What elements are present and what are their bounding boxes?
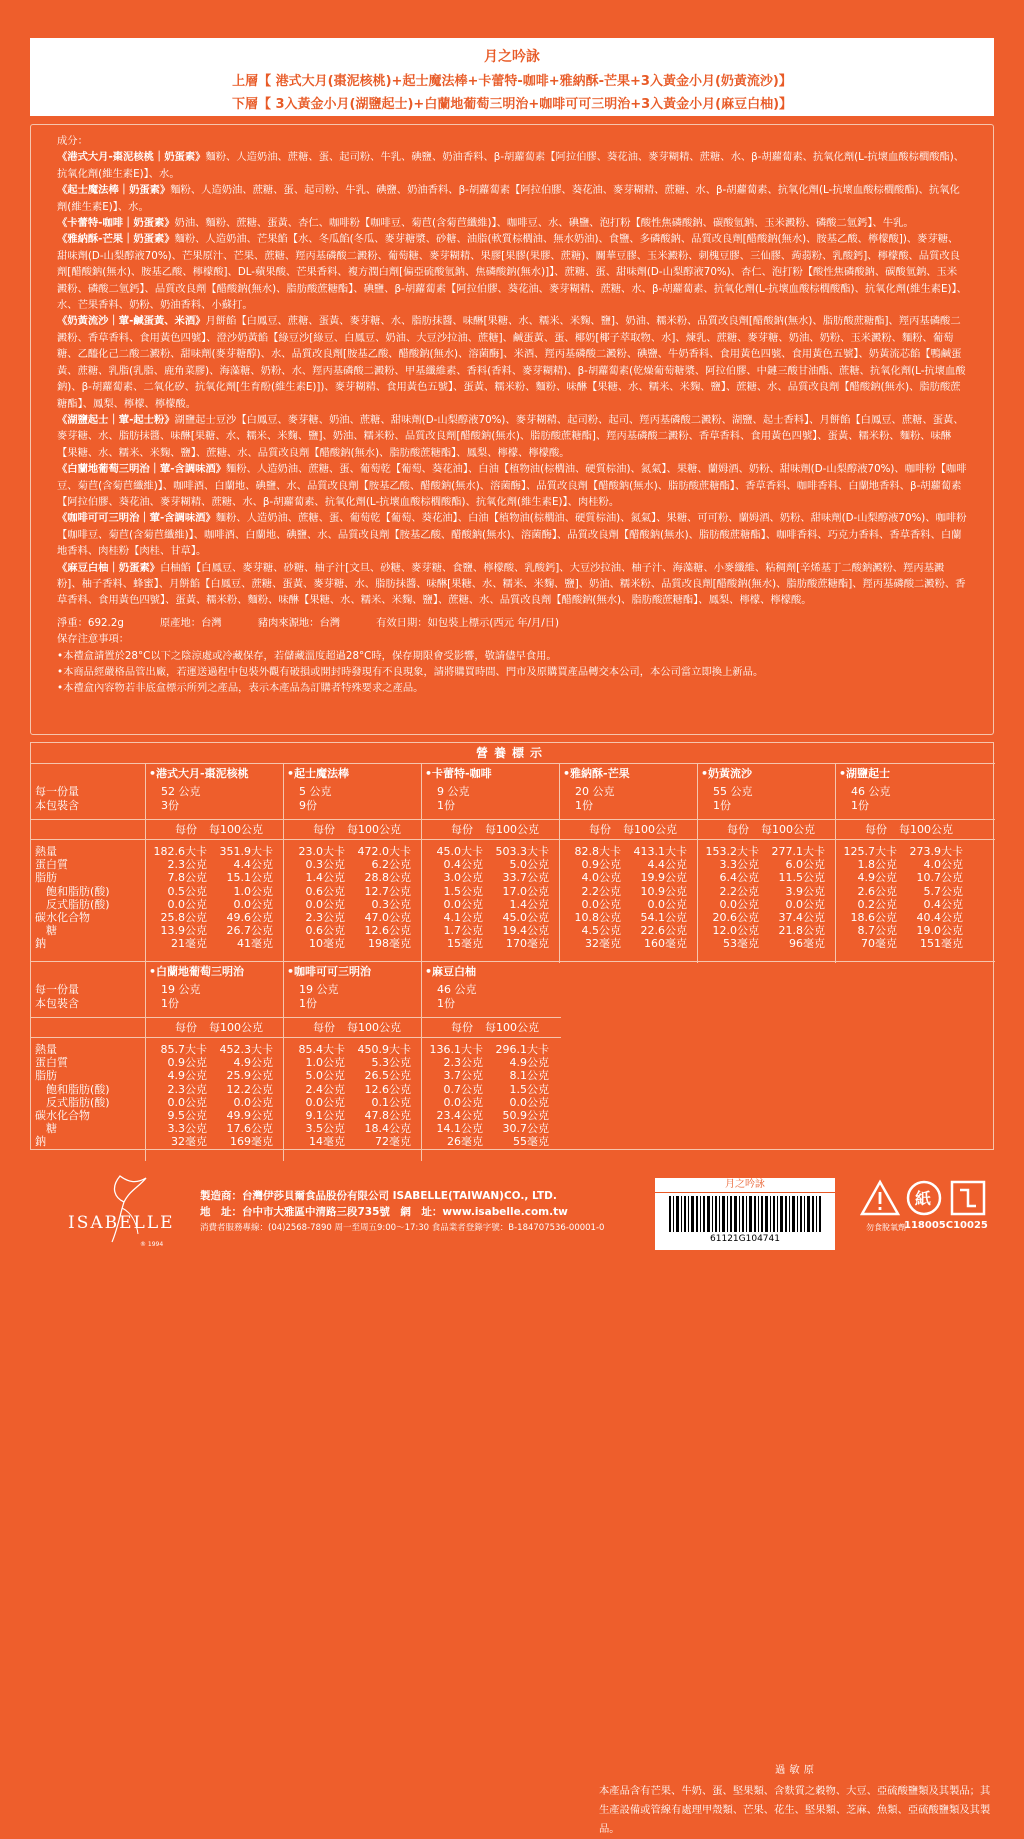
p100-value: 0.0公克: [509, 1095, 549, 1109]
servings-count: 9份: [299, 799, 317, 812]
p100-value: 10.7公克: [916, 871, 963, 885]
p100-value: 17.0公克: [502, 884, 549, 898]
ingredient-text: 月餅餡【白鳳豆、蔗糖、蛋黃、麥芽糖、水、脂肪抹醬、味醂[果糖、水、糯米、米麴、鹽]、奶油、糯米粉、品質改良劑[醋酸鈉(無水)、脂肪酸蔗糖酯]、羥丙基磷酸二澱粉、香草香料、食用黃色四號】、澄沙奶黃餡【綠豆沙[綠豆、白鳳豆、奶油、大豆沙拉油、蔗糖]、鹹蛋黃、蛋、椰奶[椰子萃取物、水]、煉乳、蔗糖、麥芽糖、奶油、奶粉、玉米澱粉、麵粉、葡萄糖、乙醯化己二酸二澱粉、甜味劑(麥芽糖醇)、水、品質改良劑[胺基乙酸、醋酸鈉(無水)、溶菌酶]、米酒、羥丙基磷酸二澱粉、碘鹽、牛奶香料、食用黃色四號、食用黃色五號】、奶黃流芯餡【鴨鹹蛋黃、蔗糖、乳脂(乳脂、鹿角菜膠)、海藻糖、奶粉、水、羥丙基磷酸二澱粉、甲基纖維素、香料(香料、麥芽糊精)、β-胡蘿蔔素(乾燥葡萄糖漿、阿拉伯膠、中鏈三酸甘油酯、蔗糖、抗氧化劑(L-抗壞血酸鈉)、β-胡蘿蔔素、二氧化矽、抗氧化劑[生育酚(維生素E)])、麥芽糊精、食用黃色五號】、蛋黃、糯米粉、麵粉、味醂【果糖、水、糯米、米麴、鹽】、蔗糖、水、品質改良劑【醋酸鈉(無水)、脂肪酸蔗糖酯】、鳳梨、檸檬、檸檬酸。: [57, 315, 966, 410]
service-line: 消費者服務專線：(04)2568-7890 周一至周五9:00～17:30 食品業者登錄字號：B-184707536-00001-0: [200, 1223, 605, 1233]
col-per-label: 每份: [727, 823, 749, 836]
per-value: 125.7大卡: [843, 845, 897, 858]
nutrient-label: 碳水化合物: [35, 911, 90, 924]
ingredient-text: 奶油、麵粉、蔗糖、蛋黃、杏仁、咖啡粉【咖啡豆、菊苣(含菊苣纖維)】、咖啡豆、水、碘鹽、泡打粉【酸性焦磷酸鈉、碳酸氫鈉、玉米澱粉、磷酸二氫鈣】、牛乳。: [174, 217, 914, 230]
product-name: •麻豆白柚: [425, 965, 477, 978]
col-per-label: 每份: [175, 823, 197, 836]
symbol-group: [860, 1178, 990, 1226]
column-divider: [145, 961, 147, 1161]
company-info: [200, 1188, 604, 1236]
col-per-label: 每份: [313, 1021, 335, 1034]
p100-value: 4.4公克: [647, 858, 687, 872]
col-100-label: 每100公克: [761, 823, 815, 836]
per-value: 32毫克: [171, 1135, 207, 1149]
servings-count: 1份: [299, 997, 317, 1010]
per-value: 2.2公克: [581, 884, 621, 898]
per-value: 2.4公克: [305, 1082, 345, 1096]
per-value: 12.0公克: [712, 924, 759, 938]
p100-value: 19.9公克: [640, 871, 687, 885]
row-divider: [31, 819, 995, 821]
per-value: 0.6公克: [305, 884, 345, 898]
ingredient-item: [57, 231, 967, 313]
servings-count: 1份: [437, 799, 455, 812]
ingredient-text: 麵粉、人造奶油、蔗糖、蛋、起司粉、牛乳、碘鹽、奶油香料、β-胡蘿蔔素【阿拉伯膠、葵花油、麥芽糊精、蔗糖、水、β-胡蘿蔔素、抗氧化劑(L-抗壞血酸棕櫚酸酯)、抗氧化劑(維生素E)】、水。: [57, 151, 965, 180]
p100-value: 5.0公克: [509, 858, 549, 872]
nutrient-label: 碳水化合物: [35, 1109, 90, 1122]
package-meta: [57, 615, 967, 631]
servings-count: 1份: [575, 799, 593, 812]
footer: [30, 1158, 994, 1276]
col-100-label: 每100公克: [485, 1021, 539, 1034]
p100-value: 26.7公克: [226, 924, 273, 938]
nutrient-label: 飽和脂肪(酸): [35, 1082, 110, 1096]
ingredients-panel: [30, 124, 994, 735]
nutrient-label: 糖: [35, 1122, 57, 1136]
ingredient-text: 麵粉、人造奶油、蔗糖、蛋、起司粉、牛乳、碘鹽、奶油香料、β-胡蘿蔔素【阿拉伯膠、葵花油、麥芽糊精、蔗糖、水、β-胡蘿蔔素、抗氧化劑(L-抗壞血酸棕櫚酸酯)、抗氧化劑(維生素E)】、水。: [57, 184, 960, 213]
p100-value: 33.7公克: [502, 871, 549, 885]
per-value: 2.3公克: [305, 911, 345, 924]
p100-value: 0.0公克: [233, 1095, 273, 1109]
per-value: 2.3公克: [443, 1056, 483, 1070]
column-divider: [283, 961, 285, 1161]
product-name: •卡蕾特-咖啡: [425, 767, 492, 780]
per-value: 23.4公克: [436, 1109, 483, 1122]
p100-value: 11.5公克: [778, 871, 825, 885]
p100-value: 12.6公克: [364, 1082, 411, 1096]
p100-value: 151毫克: [920, 937, 963, 951]
package-label: 本包裝含: [35, 799, 79, 812]
nutrition-title: 營養標示: [31, 743, 993, 764]
product-name: •雅納酥-芒果: [563, 767, 630, 780]
per-value: 0.4公克: [443, 858, 483, 872]
per-value: 10.8公克: [574, 911, 621, 924]
barcode-title: 月之吟詠: [655, 1178, 835, 1193]
ingredient-title: 《卡蕾特-咖啡｜奶蛋素》: [57, 217, 175, 230]
per-value: 4.9公克: [857, 871, 897, 885]
per-value: 70毫克: [861, 937, 897, 951]
p100-value: 413.1大卡: [633, 845, 687, 858]
nutrient-label: 蛋白質: [35, 1056, 68, 1070]
nutrient-label: 蛋白質: [35, 858, 68, 872]
lower-layer-line: 下層【 3入黃金小月(湖鹽起士)+白蘭地葡萄三明治+咖啡可可三明治+3入黃金小月(麻豆白柚)】: [231, 97, 793, 112]
ingredient-title: 《咖啡可可三明治｜葷-含調味酒》: [57, 512, 216, 525]
ingredient-title: 《白蘭地葡萄三明治｜葷-含調味酒》: [57, 463, 227, 476]
p100-value: 15.1公克: [226, 871, 273, 885]
per-value: 10毫克: [309, 937, 345, 951]
p100-value: 6.2公克: [371, 858, 411, 872]
per-value: 0.0公克: [443, 1095, 483, 1109]
pork-origin: 豬肉來源地：台灣: [257, 616, 341, 629]
product-name: •港式大月-棗泥核桃: [149, 767, 249, 780]
serving-size: 19 公克: [161, 983, 201, 996]
serving-size: 52 公克: [161, 785, 201, 798]
col-per-label: 每份: [451, 1021, 473, 1034]
per-value: 23.0大卡: [298, 845, 345, 858]
p100-value: 55毫克: [513, 1135, 549, 1149]
per-value: 0.0公克: [581, 897, 621, 911]
serving-label: 每一份量: [35, 983, 79, 996]
p100-value: 472.0大卡: [357, 845, 411, 858]
logo-text: ISABELLE: [68, 1213, 175, 1233]
per-value: 9.5公克: [167, 1109, 207, 1122]
per-value: 3.5公克: [305, 1122, 345, 1136]
per-value: 4.1公克: [443, 911, 483, 924]
per-value: 1.0公克: [305, 1056, 345, 1070]
per-value: 4.5公克: [581, 924, 621, 938]
p100-value: 45.0公克: [502, 911, 549, 924]
column-divider: [559, 763, 561, 963]
p100-value: 1.5公克: [509, 1082, 549, 1096]
p100-value: 160毫克: [644, 937, 687, 951]
barcode-number: 61121G104741: [710, 1234, 780, 1244]
p100-value: 96毫克: [789, 937, 825, 951]
p100-value: 5.3公克: [371, 1056, 411, 1070]
p100-value: 17.6公克: [226, 1122, 273, 1136]
per-value: 2.6公克: [857, 884, 897, 898]
p100-value: 12.6公克: [364, 924, 411, 938]
per-value: 0.5公克: [167, 884, 207, 898]
product-name: •咖啡可可三明治: [287, 965, 372, 978]
column-divider: [283, 763, 285, 963]
nutrient-label: 鈉: [35, 937, 46, 951]
p100-value: 28.8公克: [364, 871, 411, 885]
per-value: 45.0大卡: [436, 845, 483, 858]
p100-value: 12.2公克: [226, 1082, 273, 1096]
row-divider: [31, 1017, 561, 1019]
per-value: 85.4大卡: [298, 1043, 345, 1056]
ingredient-title: 《雅納酥-芒果｜奶蛋素》: [57, 233, 175, 246]
col-per-label: 每份: [313, 823, 335, 836]
storage-note: •本商品經嚴格品管出廠，若運送過程中包裝外觀有破損或開封時發現有不良現象，請將購買時間、門市及原購買產品轉交本公司，本公司當立即換上新品。: [57, 666, 764, 678]
p100-value: 4.9公克: [233, 1056, 273, 1070]
per-value: 6.4公克: [719, 871, 759, 885]
col-per-label: 每份: [451, 823, 473, 836]
ingredient-item: [57, 461, 967, 510]
column-divider: [697, 763, 699, 963]
ingredients-label: 成分：: [57, 135, 88, 147]
per-value: 25.8公克: [160, 911, 207, 924]
nutrient-label: 脂肪: [35, 1069, 57, 1083]
per-value: 53毫克: [723, 937, 759, 951]
per-value: 14.1公克: [436, 1122, 483, 1136]
paper-recycle-icon: [908, 1182, 940, 1214]
header-panel: [30, 38, 994, 116]
ingredient-item: [57, 313, 967, 411]
ingredient-item: [57, 149, 967, 182]
product-name: •奶黃流沙: [701, 767, 753, 780]
col-100-label: 每100公克: [899, 823, 953, 836]
per-value: 0.0公克: [719, 897, 759, 911]
p100-value: 0.4公克: [923, 897, 963, 911]
col-100-label: 每100公克: [209, 823, 263, 836]
ingredient-title: 《起士魔法棒｜奶蛋素》: [57, 184, 171, 197]
p100-value: 21.8公克: [778, 924, 825, 938]
ingredient-item: [57, 560, 967, 609]
product-name: •白蘭地葡萄三明治: [149, 965, 245, 978]
p100-value: 47.0公克: [364, 911, 411, 924]
per-value: 8.7公克: [857, 924, 897, 938]
nutrient-label: 鈉: [35, 1135, 46, 1149]
ingredient-title: 《麻豆白柚｜奶蛋素》: [57, 561, 160, 574]
nutrient-label: 脂肪: [35, 871, 57, 885]
warning-icon: [862, 1182, 898, 1214]
p100-value: 50.9公克: [502, 1109, 549, 1122]
per-value: 5.0公克: [305, 1069, 345, 1083]
p100-value: 0.0公克: [785, 897, 825, 911]
p100-value: 351.9大卡: [219, 845, 273, 858]
net-weight: 淨重：692.2g: [57, 616, 124, 629]
serving-size: 19 公克: [299, 983, 339, 996]
nutrient-label: 糖: [35, 924, 57, 938]
per-value: 2.3公克: [167, 1082, 207, 1096]
per-value: 21毫克: [171, 937, 207, 951]
p100-value: 37.4公克: [778, 911, 825, 924]
per-value: 14毫克: [309, 1135, 345, 1149]
p100-value: 12.7公克: [364, 884, 411, 898]
col-100-label: 每100公克: [209, 1021, 263, 1034]
per-value: 2.2公克: [719, 884, 759, 898]
column-divider: [835, 763, 837, 963]
per-value: 3.0公克: [443, 871, 483, 885]
ingredient-text: 白柚餡【白鳳豆、麥芽糖、砂糖、柚子汁[文旦、砂糖、麥芽糖、食鹽、檸檬酸、乳酸鈣]、大豆沙拉油、柚子汁、海藻糖、小麥纖維、粘稠劑[辛烯基丁二酸鈉澱粉、羥丙基澱粉]、柚子香料、蜂蜜】、月餅餡【白鳳豆、蔗糖、蛋黃、麥芽糖、水、脂肪抹醬、味醂[果糖、水、糯米、米麴、鹽]、奶油、糯米粉、品質改良劑[醋酸鈉(無水)、脂肪酸蔗糖酯]、羥丙基磷酸二澱粉、香草香料、食用黃色四號】、蛋黃、糯米粉、麵粉、味醂【果糖、水、糯米、米麴、鹽】、蔗糖、水、品質改良劑【醋酸鈉(無水)、脂肪酸蔗糖酯】、鳳梨、檸檬、檸檬酸。: [57, 561, 966, 607]
p100-value: 277.1大卡: [771, 845, 825, 858]
nutrient-label: 熱量: [35, 1043, 57, 1056]
p100-value: 0.3公克: [371, 897, 411, 911]
per-value: 0.0公克: [305, 897, 345, 911]
column-divider: [421, 961, 423, 1161]
ingredient-title: 《湖鹽起士｜葷-起士粉》: [57, 413, 175, 426]
product-name: •湖鹽起士: [839, 767, 891, 780]
ingredient-item: [57, 215, 967, 231]
notice: 勿食脫氧劑: [866, 1223, 906, 1232]
ingredient-text: 麵粉、人造奶油、蔗糖、蛋、葡萄乾【葡萄、葵花油】、白油【植物油(棕櫚油、硬質棕油)、氮氣】、果糖、可可粉、蘭姆酒、奶粉、甜味劑(D-山梨醇液70%)、咖啡粉【咖啡豆、菊苣(含菊苣纖維)】、咖啡酒、白蘭地、碘鹽、水、品質改良劑【胺基乙酸、醋酸鈉(無水)、溶菌酶】、品質改良劑【醋酸鈉(無水)、脂肪酸蔗糖酯】、咖啡香料、巧克力香料、香草香料、白蘭地香料、肉桂粉【肉桂、甘草】。: [57, 512, 967, 558]
per-value: 3.3公克: [719, 858, 759, 872]
p100-value: 72毫克: [375, 1135, 411, 1149]
nutrient-label: 熱量: [35, 845, 57, 858]
svg-text:紙: 紙: [915, 1189, 932, 1208]
ingredient-item: [57, 182, 967, 215]
p100-value: 6.0公克: [785, 858, 825, 872]
row-divider: [31, 839, 995, 841]
allergen-text: 本產品含有芒果、牛奶、蛋、堅果類、含麩質之穀物、大豆、亞硫酸鹽類及其製品；其生產設備或管線有處理甲殼類、芒果、花生、堅果類、芝麻、魚類、亞硫酸鹽類及其製品。: [599, 1785, 991, 1835]
nutrient-label: 飽和脂肪(酸): [35, 884, 110, 898]
address: 地 址：台中市大雅區中清路三段735號 網 址：www.isabelle.com.tw: [200, 1206, 568, 1218]
p100-value: 273.9大卡: [909, 845, 963, 858]
storage-note: •本禮盒內容物若非底盒標示所列之產品，表示本產品為訂購者特殊要求之產品。: [57, 682, 424, 695]
p100-value: 30.7公克: [502, 1122, 549, 1136]
p100-value: 170毫克: [506, 937, 549, 951]
p100-value: 4.9公克: [509, 1056, 549, 1070]
origin: 原產地：台灣: [159, 616, 222, 629]
per-value: 3.7公克: [443, 1069, 483, 1083]
p100-value: 452.3大卡: [219, 1043, 273, 1056]
per-value: 3.3公克: [167, 1122, 207, 1136]
barcode-icon: [667, 1196, 823, 1232]
p100-value: 296.1大卡: [495, 1043, 549, 1056]
per-value: 4.9公克: [167, 1069, 207, 1083]
logo-sub: ® 1994: [140, 1241, 164, 1248]
p100-value: 22.6公克: [640, 924, 687, 938]
per-value: 26毫克: [447, 1135, 483, 1149]
servings-count: 3份: [161, 799, 179, 812]
per-value: 1.7公克: [443, 924, 483, 938]
p100-value: 41毫克: [237, 937, 273, 951]
per-value: 0.0公克: [443, 897, 483, 911]
serving-size: 46 公克: [437, 983, 477, 996]
per-value: 0.7公克: [443, 1082, 483, 1096]
p100-value: 1.0公克: [233, 884, 273, 898]
serving-size: 46 公克: [851, 785, 891, 798]
per-value: 0.9公克: [581, 858, 621, 872]
per-value: 82.8大卡: [574, 845, 621, 858]
p100-value: 450.9大卡: [357, 1043, 411, 1056]
serving-label: 每一份量: [35, 785, 79, 798]
per-value: 1.4公克: [305, 871, 345, 885]
p100-value: 47.8公克: [364, 1109, 411, 1122]
col-per-label: 每份: [865, 823, 887, 836]
allergen-box: [599, 1761, 994, 1839]
serving-size: 9 公克: [437, 785, 470, 798]
per-value: 18.6公克: [850, 911, 897, 924]
p100-value: 19.0公克: [916, 924, 963, 938]
per-value: 20.6公克: [712, 911, 759, 924]
col-per-label: 每份: [589, 823, 611, 836]
upper-layer-line: 上層【 港式大月(棗泥核桃)+起士魔法棒+卡蕾特-咖啡+雅納酥-芒果+3入黃金小月(奶黃流沙)】: [232, 74, 792, 89]
per-value: 1.8公克: [857, 858, 897, 872]
column-divider: [145, 763, 147, 963]
col-100-label: 每100公克: [347, 823, 401, 836]
p100-value: 5.7公克: [923, 884, 963, 898]
storage-note: •本禮盒請置於28°C以下之陰涼處或冷藏保存，若儲藏溫度超過28°C時，保存期限會受影響，敬請儘早食用。: [57, 649, 557, 662]
p100-value: 18.4公克: [364, 1122, 411, 1136]
package-label: 本包裝含: [35, 997, 79, 1010]
p100-value: 8.1公克: [509, 1069, 549, 1083]
isabelle-logo: [60, 1168, 180, 1258]
allergen-title: 過敏原: [775, 1764, 818, 1776]
serving-size: 55 公克: [713, 785, 753, 798]
per-value: 15毫克: [447, 937, 483, 951]
p100-value: 49.6公克: [226, 911, 273, 924]
p100-value: 4.0公克: [923, 858, 963, 872]
servings-count: 1份: [851, 799, 869, 812]
per-value: 182.6大卡: [153, 845, 207, 858]
col-per-label: 每份: [175, 1021, 197, 1034]
p100-value: 26.5公克: [364, 1069, 411, 1083]
p100-value: 40.4公克: [916, 911, 963, 924]
per-value: 85.7大卡: [160, 1043, 207, 1056]
angel-logo-icon: [60, 1168, 180, 1258]
serving-size: 5 公克: [299, 785, 332, 798]
column-divider: [421, 763, 423, 963]
ingredient-item: [57, 510, 967, 559]
per-value: 0.0公克: [167, 1095, 207, 1109]
expiry: 有效日期：如包裝上標示(西元 年/月/日): [376, 616, 560, 629]
nutrient-label: 反式脂肪(酸): [35, 1095, 110, 1109]
p100-value: 198毫克: [368, 937, 411, 951]
ingredient-title: 《港式大月-棗泥核桃｜奶蛋素》: [57, 151, 206, 164]
product-name: •起士魔法棒: [287, 767, 350, 780]
ingredient-item: [57, 412, 967, 461]
servings-count: 1份: [713, 799, 731, 812]
p100-value: 19.4公克: [502, 924, 549, 938]
per-value: 13.9公克: [160, 924, 207, 938]
per-value: 1.5公克: [443, 884, 483, 898]
per-value: 7.8公克: [167, 871, 207, 885]
col-100-label: 每100公克: [347, 1021, 401, 1034]
manufacturer: 製造商：台灣伊莎貝爾食品股份有限公司 ISABELLE(TAIWAN)CO., LTD.: [200, 1190, 557, 1202]
product-code: 118005C10025: [904, 1220, 988, 1231]
p100-value: 0.0公克: [233, 897, 273, 911]
per-value: 153.2大卡: [705, 845, 759, 858]
p100-value: 169毫克: [230, 1135, 273, 1149]
ingredient-title: 《奶黃流沙｜葷-鹹蛋黃、米酒》: [57, 315, 206, 328]
servings-count: 1份: [437, 997, 455, 1010]
per-value: 136.1大卡: [429, 1043, 483, 1056]
p100-value: 10.9公克: [640, 884, 687, 898]
p100-value: 49.9公克: [226, 1109, 273, 1122]
per-value: 0.2公克: [857, 897, 897, 911]
servings-count: 1份: [161, 997, 179, 1010]
ingredient-text: 麵粉、人造奶油、芒果餡【水、冬瓜餡(冬瓜、麥芽糖漿、砂糖、油脂(軟質棕櫚油、無水奶油)、食鹽、多磷酸鈉、品質改良劑[醋酸鈉(無水)、胺基乙酸、檸檬酸])、麥芽糖、甜味劑(D-山梨醇液70%)、芒果原汁、芒果、蔗糖、羥丙基磷酸二澱粉、葡萄糖、麥芽糊精、果膠[果膠(果膠、蔗糖)、關華豆膠、玉米澱粉、刺槐豆膠、三仙膠、蒟蒻粉、乳酸鈣]、檸檬酸、品質改良劑[醋酸鈉(無水)、胺基乙酸、檸檬酸]、DL-蘋果酸、芒果香料、複方潤白劑[偏亞硫酸氫鈉、焦磷酸鈉(無水)]】、蔗糖、蛋、甜味劑(D-山梨醇液70%)、杏仁、泡打粉【酸性焦磷酸鈉、碳酸氫鈉、玉米澱粉、磷酸二氫鈣】、品質改良劑【醋酸鈉(無水)、脂肪酸蔗糖酯】、碘鹽、β-胡蘿蔔素【阿拉伯膠、葵花油、麥芽糊精、蔗糖、水、β-胡蘿蔔素、抗氧化劑(L-抗壞血酸棕櫚酸酯)、抗氧化劑(維生素E)】、水、芒果香料、奶粉、奶油香料、小蘇打。: [57, 233, 967, 312]
per-value: 0.0公克: [167, 897, 207, 911]
per-value: 0.9公克: [167, 1056, 207, 1070]
p100-value: 0.1公克: [371, 1095, 411, 1109]
recycle-icon: [952, 1182, 984, 1214]
p100-value: 25.9公克: [226, 1069, 273, 1083]
ingredient-list: [57, 149, 967, 608]
p100-value: 503.3大卡: [495, 845, 549, 858]
p100-value: 54.1公克: [640, 911, 687, 924]
ingredient-text: 湖鹽起士豆沙【白鳳豆、麥芽糖、奶油、蔗糖、甜味劑(D-山梨醇液70%)、麥芽糊精、起司粉、起司、羥丙基磷酸二澱粉、湖鹽、起士香料】、月餅餡【白鳳豆、蔗糖、蛋黃、麥芽糖、水、脂肪抹醬、味醂[果糖、水、糯米、米麴、鹽]、奶油、糯米粉、品質改良劑[醋酸鈉(無水)、脂肪酸蔗糖酯]、羥丙基磷酸二澱粉、香草香料、食用黃色四號】、蛋黃、糯米粉、麵粉、味醂【果糖、水、糯米、米麴、鹽】、蔗糖、水、品質改良劑【醋酸鈉(無水)、脂肪酸蔗糖酯】、鳳梨、檸檬、檸檬酸。: [57, 413, 964, 459]
page-title: 月之吟詠: [484, 49, 540, 65]
per-value: 0.6公克: [305, 924, 345, 938]
col-100-label: 每100公克: [485, 823, 539, 836]
per-value: 4.0公克: [581, 871, 621, 885]
per-value: 0.3公克: [305, 858, 345, 872]
serving-size: 20 公克: [575, 785, 615, 798]
p100-value: 0.0公克: [647, 897, 687, 911]
p100-value: 1.4公克: [509, 897, 549, 911]
ingredient-text: 麵粉、人造奶油、蔗糖、蛋、葡萄乾【葡萄、葵花油】、白油【植物油(棕櫚油、硬質棕油)、氮氣】、果糖、蘭姆酒、奶粉、甜味劑(D-山梨醇液70%)、咖啡粉【咖啡豆、菊苣(含菊苣纖維)】、咖啡酒、白蘭地、碘鹽、水、品質改良劑【胺基乙酸、醋酸鈉(無水)、溶菌酶】、品質改良劑【醋酸鈉(無水)、脂肪酸蔗糖酯】、香草香料、咖啡香料、白蘭地香料、β-胡蘿蔔素【阿拉伯膠、葵花油、麥芽糊精、蔗糖、水、β-胡蘿蔔素、抗氧化劑(L-抗壞血酸棕櫚酸酯)、抗氧化劑(維生素E)】、肉桂粉。: [57, 463, 967, 508]
p100-value: 3.9公克: [785, 884, 825, 898]
col-100-label: 每100公克: [623, 823, 677, 836]
nutrient-label: 反式脂肪(酸): [35, 897, 110, 911]
barcode-box: [655, 1178, 835, 1250]
per-value: 2.3公克: [167, 858, 207, 872]
storage-title: 保存注意事項：: [57, 633, 130, 646]
row-divider: [31, 1037, 561, 1039]
per-value: 32毫克: [585, 937, 621, 951]
per-value: 0.0公克: [305, 1095, 345, 1109]
per-value: 9.1公克: [305, 1109, 345, 1122]
p100-value: 4.4公克: [233, 858, 273, 872]
